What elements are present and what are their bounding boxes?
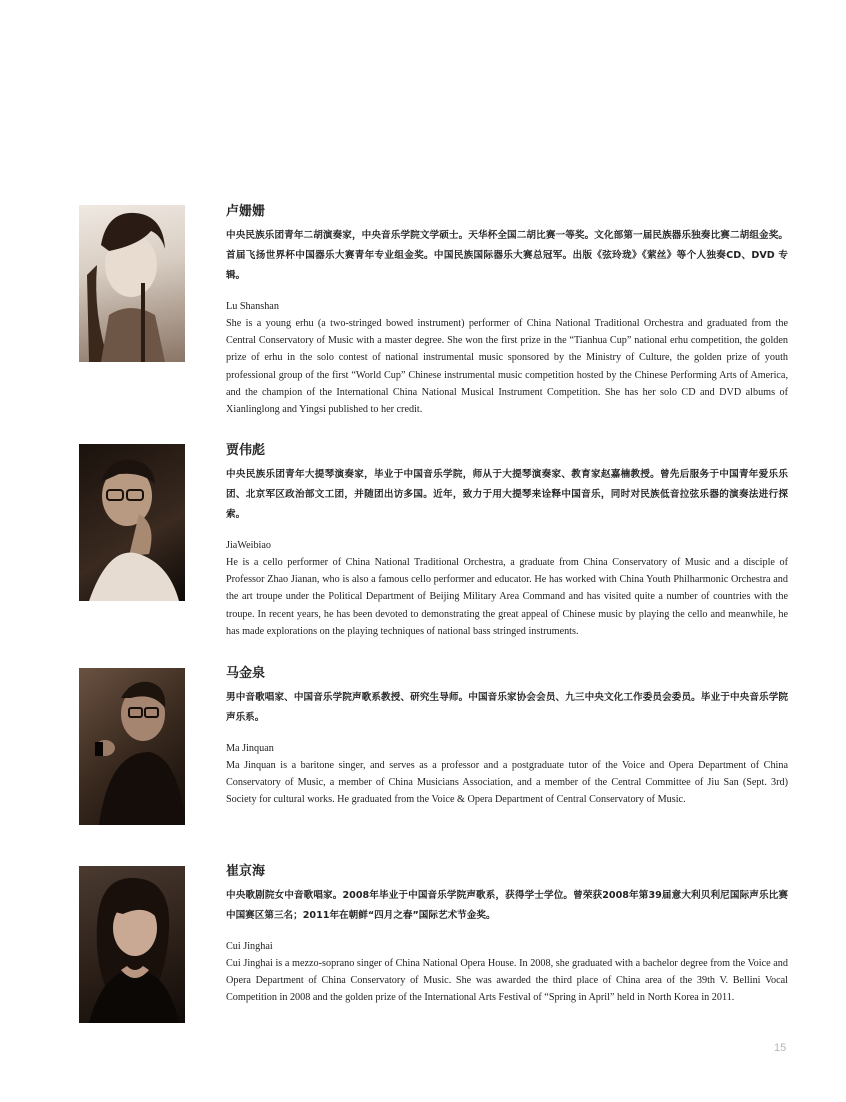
portrait-image xyxy=(79,205,185,362)
page-number: 15 xyxy=(774,1042,787,1054)
portrait-image xyxy=(79,866,185,1023)
portrait-photo xyxy=(79,668,185,825)
name-zh: 卢姗姗 xyxy=(226,204,266,219)
bio-zh: 中央民族乐团青年二胡演奏家，中央音乐学院文学硕士。天华杯全国二胡比赛一等奖。文化部第一届民族器乐独奏比赛二胡组金奖。首届飞扬世界杯中国器乐大赛青年专业组金奖。中国民族国际器乐大赛总冠军。出版《弦玲珑》《萦丝》等个人独奏CD、DVD 专辑。 xyxy=(226,230,788,281)
portrait-photo xyxy=(79,444,185,601)
portrait-photo xyxy=(79,205,185,362)
bio-zh: 中央民族乐团青年大提琴演奏家，毕业于中国音乐学院，师从于大提琴演奏家、教育家赵嘉楠教授。曾先后服务于中国青年爱乐乐团、北京军区政治部文工团，并随团出访多国。近年，致力于用大提琴来诠释中国音乐，同时对民族低音拉弦乐器的演奏法进行探索。 xyxy=(226,469,788,520)
bio-en: Cui Jinghai is a mezzo-soprano singer of China National Opera House. In 2008, she graduated with a bachelor degree from the Voice and Opera Department of China Conservatory of Music. She was awarded the third place of China area of the 39th V. Bellini Vocal Competition in 2008 and the golden prize of the International Arts Festival of “Spring in April” held in North Korea in 2011. xyxy=(226,958,788,1004)
name-en: Cui Jinghai xyxy=(226,941,273,952)
bio-zh: 男中音歌唱家、中国音乐学院声歌系教授、研究生导师。中国音乐家协会会员、九三中央文化工作委员会委员。毕业于中央音乐学院声乐系。 xyxy=(226,692,788,723)
name-en: Lu Shanshan xyxy=(226,301,279,312)
name-en: JiaWeibiao xyxy=(226,540,272,551)
name-zh: 贾伟彪 xyxy=(226,443,266,458)
name-en: Ma Jinquan xyxy=(226,743,274,754)
portrait-image xyxy=(79,444,185,601)
portrait-photo xyxy=(79,866,185,1023)
bio-en: She is a young erhu (a two-stringed bowed instrument) performer of China National Traditional Orchestra and graduated from the Central Conservatory of Music with a master degree. She won the first prize in the “Tianhua Cup” national erhu competition, the golden prize of erhu in the solo contest of national instrumental music sponsored by the Ministry of Culture, the golden prize of youth professional group of the first “World Cup” Chinese instrumental music competition hosted by the Chinese Performing Arts of America, and the champion of the International China National Musical Instrument Competition. She has her solo CD and DVD albums of Xianlinglong and Yingsi published to her credit. xyxy=(226,318,788,416)
bio-en: Ma Jinquan is a baritone singer, and serves as a professor and a postgraduate tutor of the Voice and Opera Department of China Conservatory of Music, a member of China Musicians Association, and a member of the Central Committee of Jiu San (Sept. 3rd) Society for cultural works. He graduated from the Voice & Opera Department of Central Conservatory of Music. xyxy=(226,760,788,806)
profile-text xyxy=(226,665,788,809)
name-zh: 崔京海 xyxy=(226,864,266,879)
portrait-image xyxy=(79,668,185,825)
bio-en: He is a cello performer of China National Traditional Orchestra, a graduate from China Conservatory of Music and a disciple of Professor Zhao Jianan, who is also a famous cello performer and educator. He has worked with China Youth Philharmonic Orchestra and the art troupe under the Political Department of Beijing Military Area Command and has visited quite a number of countries with the troupe. In recent years, he has been devoted to demonstrating the great appeal of Chinese music by playing the cello and meanwhile, he has made explorations on the playing techniques of national bass stringed instruments. xyxy=(226,557,788,637)
profile-text xyxy=(226,863,788,1007)
bio-zh: 中央歌剧院女中音歌唱家。2008年毕业于中国音乐学院声歌系，获得学士学位。曾荣获2008年第39届意大利贝利尼国际声乐比赛中国赛区第三名；2011年在朝鲜“四月之春”国际艺术节金奖。 xyxy=(226,890,788,921)
name-zh: 马金泉 xyxy=(226,666,266,681)
profile-text xyxy=(226,442,788,640)
profile-text xyxy=(226,203,788,418)
